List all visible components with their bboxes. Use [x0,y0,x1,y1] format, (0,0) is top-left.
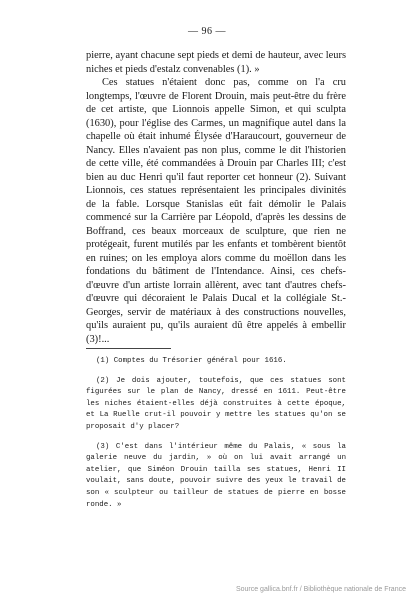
footnote: (1) Comptes du Trésorier général pour 1616. [96,357,287,365]
page-number: — 96 — [188,26,226,37]
body-text [86,49,346,346]
body-paragraph: Ces statues n'étaient donc pas, comme on l'a cru longtemps, l'œuvre de Florent Drouin, mais peut-être du frère de cet artiste, que Lionnois appelle Simon, et qui sculpta (1630), pour l'église des Carmes, un magnifique autel dans la chapelle où était inhumé Élysée d'Haraucourt, gouverneur de Nancy. Elles n'avaient pas non plus, comme le dit l'historien de cette ville, été commandées à Drouin par Charles III; c'est bien au duc Henri qu'il faut reporter cet honneur (2). Suivant Lionnois, ces statues représentaient les principales divinités de la fable. Lorsque Stanislas eût fait démolir le Palais commencé sur la Carrière par Léopold, d'après les dessins de Boffrand, ces beaux morceaux de sculpture, que rien ne protégeait, furent mutilés par les enfants et tombèrent bientôt en ruines; on les employa alors comme du moëllon dans les fondations du bâtiment de l'Intendance. Ainsi, ces chefs-d'œuvre d'un artiste lorrain allèrent, avec tant d'autres chefs-d'œuvre qui décoraient le Palais Ducal et la collégiale St.-Georges, servir de matériaux à des constructions nouvelles, qu'ils auraient pu, qu'ils auraient dû être appelés à embellir (3)!... [86,77,346,345]
footnotes [86,356,346,519]
body-paragraph: pierre, ayant chacune sept pieds et demi de hauteur, avec leurs niches et pieds d'estalz convenables (1). » [86,50,346,75]
footnote-divider [86,348,171,349]
source-credit: Source gallica.bnf.fr / Bibliothèque nationale de France [235,586,406,593]
footnote: (2) Je dois ajouter, toutefois, que ces statues sont figurées sur le plan de Nancy, dressé en 1611. Peut-être les niches étaient-elles déjà construites à cette époque, et La Ruelle crut-il pouvoir y mettre les statues qu'on se proposait d'y placer? [86,376,346,431]
footnote: (3) C'est dans l'intérieur même du Palais, « sous la galerie neuve du jardin, » où on lui avait arrangé un atelier, que Siméon Drouin tailla ses statues, Henri II voulait, sans doute, pouvoir suivre des yeux le travail de son « sculpteur ou tailleur de statues de pierre en bosse ronde. » [86,442,346,509]
